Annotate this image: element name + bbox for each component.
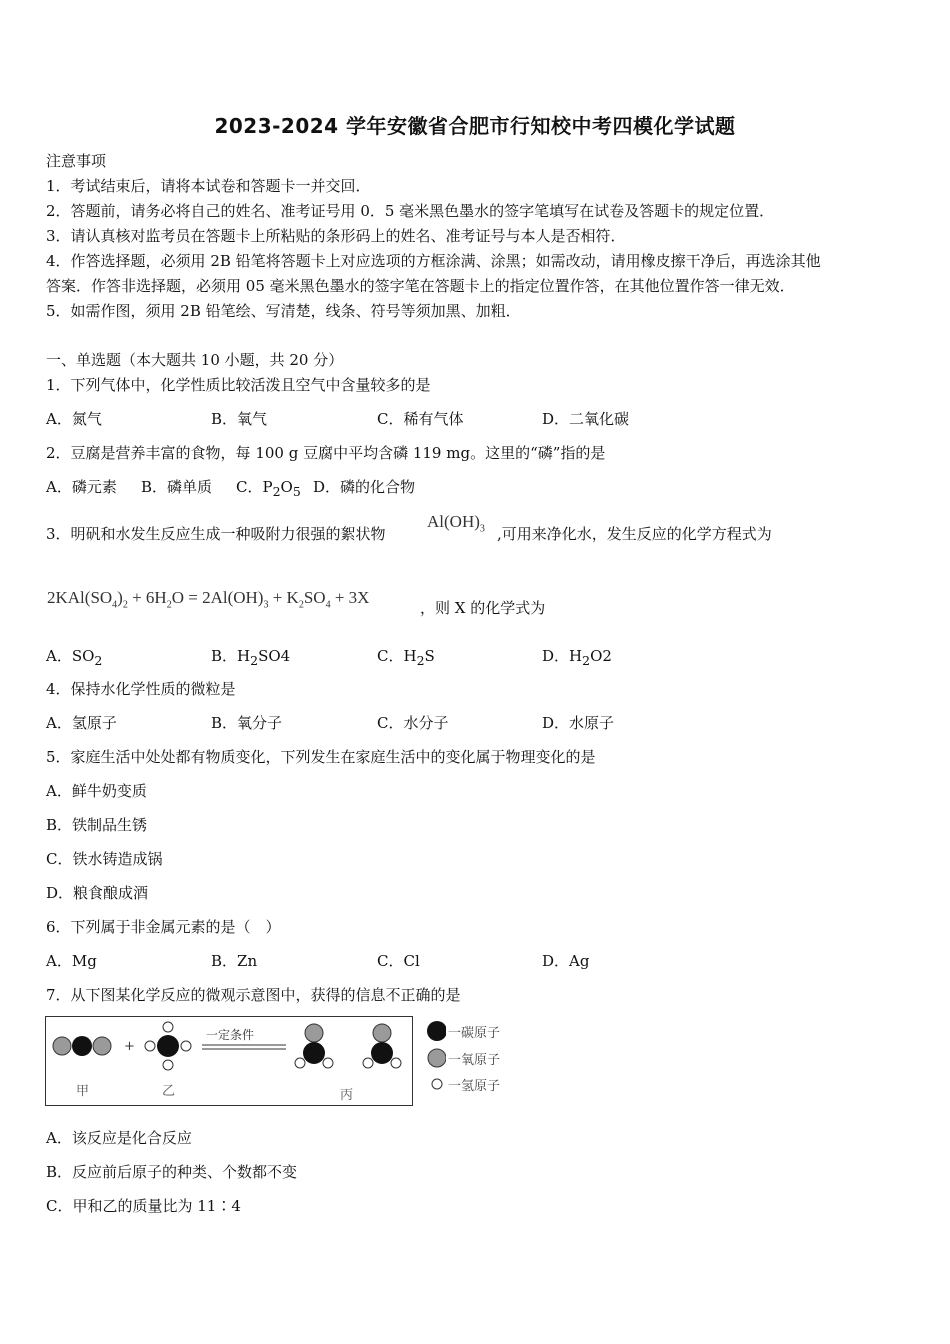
q3-option-b bbox=[211, 646, 290, 671]
q3-option-a bbox=[46, 646, 102, 671]
yi-hydrogen-bottom bbox=[163, 1060, 173, 1070]
legend-oxygen-label: 一氧原子 bbox=[448, 1053, 501, 1068]
q3-d-text: D．H bbox=[542, 647, 583, 665]
label-yi: 乙 bbox=[162, 1084, 176, 1099]
q3-c-sub: 2 bbox=[416, 653, 425, 668]
q3-option-c bbox=[377, 646, 435, 671]
jia-oxygen-left bbox=[53, 1037, 71, 1055]
q5-stem: 5．家庭生活中处处都有物质变化，下列发生在家庭生活中的变化属于物理变化的是 bbox=[46, 748, 596, 766]
eq-part5: + K bbox=[268, 588, 299, 607]
bing2-hydrogen-left bbox=[363, 1058, 373, 1068]
eq-sub1: 4 bbox=[112, 599, 118, 611]
q6-option-d: D．Ag bbox=[542, 952, 590, 970]
eq-part2: ) bbox=[117, 588, 123, 607]
q3-d-sub: 2 bbox=[582, 653, 591, 668]
condition-label: 一定条件 bbox=[206, 1028, 255, 1042]
notice-item-4-cont: 答案．作答非选择题，必须用 05 毫米黑色墨水的签字笔在答题卡上的指定位置作答，在其他位置作答一律无效． bbox=[46, 277, 795, 295]
q1-option-c: C．稀有气体 bbox=[377, 410, 464, 428]
q5-option-b: B．铁制品生锈 bbox=[46, 816, 148, 834]
notice-item-2: 2．答题前，请务必将自己的姓名、准考证号用 0．5 毫米黑色墨水的签字笔填写在试卷及答题卡的规定位置． bbox=[46, 202, 775, 220]
reaction-svg bbox=[46, 1017, 412, 1105]
yi-carbon bbox=[157, 1035, 179, 1057]
bing1-oxygen bbox=[305, 1024, 323, 1042]
plus-sign: + bbox=[124, 1039, 135, 1054]
legend-oxygen-icon bbox=[428, 1049, 446, 1067]
jia-oxygen-right bbox=[93, 1037, 111, 1055]
eq-part4: O = 2Al(OH) bbox=[171, 588, 264, 607]
q7-option-c: C．甲和乙的质量比为 11∶4 bbox=[46, 1197, 241, 1215]
q4-option-a: A．氢原子 bbox=[46, 714, 117, 732]
q3-b-rest: SO4 bbox=[258, 647, 291, 665]
q2-option-c-sub1: 2 bbox=[272, 484, 281, 499]
yi-hydrogen-top bbox=[163, 1022, 173, 1032]
reaction-diagram bbox=[45, 1016, 413, 1106]
q2-option-c bbox=[236, 477, 301, 502]
q4-stem: 4．保持水化学性质的微粒是 bbox=[46, 680, 236, 698]
eq-part1: 2KAl(SO bbox=[47, 588, 113, 607]
section-heading: 一、单选题（本大题共 10 小题，共 20 分） bbox=[46, 351, 344, 369]
q6-stem: 6．下列属于非金属元素的是（ ） bbox=[46, 918, 281, 936]
eq-part6: SO bbox=[303, 588, 326, 607]
eq-sub5: 2 bbox=[298, 599, 304, 611]
notice-item-1: 1．考试结束后，请将本试卷和答题卡一并交回． bbox=[46, 177, 371, 195]
legend-symbols bbox=[426, 1020, 446, 1100]
bing2-hydrogen-right bbox=[391, 1058, 401, 1068]
q7-option-b: B．反应前后原子的种类、个数都不变 bbox=[46, 1163, 298, 1181]
q3-inline-formula bbox=[427, 512, 485, 534]
q3-c-rest: S bbox=[424, 647, 435, 665]
yi-hydrogen-right bbox=[181, 1041, 191, 1051]
legend-carbon-icon bbox=[427, 1021, 446, 1041]
notice-item-5: 5．如需作图，须用 2B 铅笔绘、写清楚，线条、符号等须加黑、加粗． bbox=[46, 302, 521, 320]
q2-option-c-mid: O bbox=[280, 478, 293, 496]
jia-carbon bbox=[72, 1036, 92, 1056]
q5-option-d: D．粮食酿成酒 bbox=[46, 884, 149, 902]
q3-a-text: A．SO bbox=[46, 647, 95, 665]
q2-option-b: B．磷单质 bbox=[141, 478, 213, 496]
diagram-legend bbox=[426, 1020, 526, 1100]
q3-b-sub: 2 bbox=[250, 653, 259, 668]
notice-item-3: 3．请认真核对监考员在答题卡上所粘贴的条形码上的姓名、准考证号与本人是否相符． bbox=[46, 227, 626, 245]
q1-option-b: B．氧气 bbox=[211, 410, 268, 428]
notice-heading: 注意事项 bbox=[46, 152, 107, 170]
yi-hydrogen-left bbox=[145, 1041, 155, 1051]
q1-stem: 1．下列气体中，化学性质比较活泼且空气中含量较多的是 bbox=[46, 376, 431, 394]
eq-sub4: 3 bbox=[263, 599, 269, 611]
q2-option-c-pre: C．P bbox=[236, 478, 273, 496]
label-jia: 甲 bbox=[76, 1084, 90, 1099]
eq-sub3: 2 bbox=[166, 599, 172, 611]
legend-hydrogen-label: 一氢原子 bbox=[448, 1079, 501, 1094]
q3-stem-pre: 3．明矾和水发生反应生成一种吸附力很强的絮状物 bbox=[46, 525, 386, 543]
bing1-hydrogen-left bbox=[295, 1058, 305, 1068]
page-title: 2023-2024 学年安徽省合肥市行知校中考四模化学试题 bbox=[214, 114, 736, 138]
bing2-oxygen bbox=[373, 1024, 391, 1042]
label-bing: 丙 bbox=[340, 1088, 354, 1103]
q4-option-b: B．氧分子 bbox=[211, 714, 283, 732]
q6-option-a: A．Mg bbox=[46, 952, 97, 970]
q3-stem-post: ,可用来净化水，发生反应的化学方程式为 bbox=[497, 525, 772, 543]
q3-equation bbox=[47, 588, 369, 610]
eq-sub6: 4 bbox=[325, 599, 331, 611]
q2-option-d: D．磷的化合物 bbox=[313, 478, 416, 496]
bing1-hydrogen-right bbox=[323, 1058, 333, 1068]
legend-carbon-label: 一碳原子 bbox=[448, 1026, 501, 1041]
q3-d-rest: O2 bbox=[590, 647, 612, 665]
eq-sub2: 2 bbox=[122, 599, 128, 611]
q3-inline-formula-sub: 3 bbox=[479, 523, 485, 535]
q5-option-a: A．鲜牛奶变质 bbox=[46, 782, 147, 800]
q7-stem: 7．从下图某化学反应的微观示意图中，获得的信息不正确的是 bbox=[46, 986, 461, 1004]
q6-option-c: C．Cl bbox=[377, 952, 420, 970]
eq-part7: + 3X bbox=[330, 588, 370, 607]
q2-stem: 2．豆腐是营养丰富的食物，每 100 g 豆腐中平均含磷 119 mg。这里的“磷”指的是 bbox=[46, 444, 606, 462]
q3-inline-formula-main: Al(OH) bbox=[427, 512, 480, 531]
q3-stem-end: ，则 X 的化学式为 bbox=[420, 599, 546, 617]
eq-part3: + 6H bbox=[127, 588, 167, 607]
q2-option-c-sub2: 5 bbox=[292, 484, 301, 499]
q6-option-b: B．Zn bbox=[211, 952, 258, 970]
q3-a-sub: 2 bbox=[94, 653, 103, 668]
notice-item-4: 4．作答选择题，必须用 2B 铅笔将答题卡上对应选项的方框涂满、涂黑；如需改动，请用橡皮擦干净后，再选涂其他 bbox=[46, 252, 821, 270]
bing1-carbon bbox=[303, 1042, 325, 1064]
q3-c-text: C．H bbox=[377, 647, 417, 665]
bing2-carbon bbox=[371, 1042, 393, 1064]
q3-option-d bbox=[542, 646, 612, 671]
q7-option-a: A．该反应是化合反应 bbox=[46, 1129, 192, 1147]
q4-option-d: D．水原子 bbox=[542, 714, 615, 732]
legend-hydrogen-icon bbox=[432, 1079, 442, 1089]
q5-option-c: C．铁水铸造成锅 bbox=[46, 850, 163, 868]
q3-b-text: B．H bbox=[211, 647, 251, 665]
q2-option-a: A．磷元素 bbox=[46, 478, 117, 496]
q1-option-d: D．二氧化碳 bbox=[542, 410, 630, 428]
q4-option-c: C．水分子 bbox=[377, 714, 449, 732]
q1-option-a: A．氮气 bbox=[46, 410, 102, 428]
